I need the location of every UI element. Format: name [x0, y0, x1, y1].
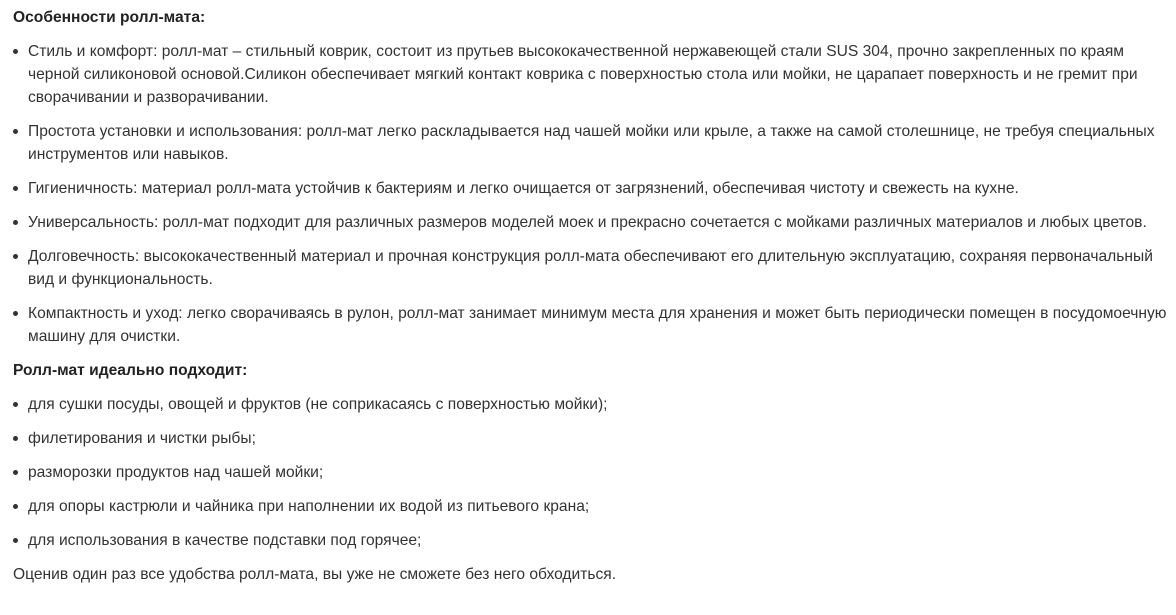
- bullet-icon: [13, 129, 18, 134]
- features-heading: Особенности ролл-мата:: [13, 9, 206, 26]
- list-item-text: филетирования и чистки рыбы;: [28, 430, 256, 447]
- features-list: [13, 40, 1176, 348]
- list-item: [13, 461, 1173, 484]
- list-item-text: разморозки продуктов над чашей мойки;: [28, 464, 324, 481]
- list-item-text: Компактность и уход: легко сворачиваясь в рулон, ролл-мат занимает минимум места для хранения и может быть периодически помещен в посудомоечную машину для очистки.: [28, 305, 1167, 345]
- bullet-icon: [13, 254, 18, 259]
- list-item: [13, 177, 1173, 200]
- bullet-icon: [13, 538, 18, 543]
- list-item: [13, 40, 1173, 109]
- list-item-text: Универсальность: ролл-мат подходит для различных размеров моделей моек и прекрасно сочетается с мойками различных материалов и любых цветов.: [28, 214, 1147, 231]
- closing-paragraph: Оценив один раз все удобства ролл-мата, вы уже не сможете без него обходиться.: [13, 566, 617, 583]
- list-item: [13, 120, 1173, 166]
- list-item: [13, 211, 1173, 234]
- list-item-text: для опоры кастрюли и чайника при наполнении их водой из питьевого крана;: [28, 498, 590, 515]
- list-item: [13, 245, 1173, 291]
- list-item-text: Гигиеничность: материал ролл-мата устойчив к бактериям и легко очищается от загрязнений, обеспечивая чистоту и свежесть на кухне.: [28, 180, 1019, 197]
- uses-list: [13, 393, 1176, 552]
- list-item-text: для использования в качестве подставки под горячее;: [28, 532, 422, 549]
- bullet-icon: [13, 504, 18, 509]
- list-item-text: для сушки посуды, овощей и фруктов (не соприкасаясь с поверхностью мойки);: [28, 396, 608, 413]
- bullet-icon: [13, 220, 18, 225]
- bullet-icon: [13, 470, 18, 475]
- uses-heading: Ролл-мат идеально подходит:: [13, 362, 248, 379]
- bullet-icon: [13, 402, 18, 407]
- list-item-text: Простота установки и использования: ролл-мат легко раскладывается над чашей мойки или крыле, а также на самой столешнице, не требуя специальных инструментов или навыков.: [28, 123, 1155, 163]
- list-item-text: Долговечность: высококачественный материал и прочная конструкция ролл-мата обеспечивают его длительную эксплуатацию, сохраняя первоначальный вид и функциональность.: [28, 248, 1153, 288]
- list-item: [13, 495, 1173, 518]
- list-item: [13, 302, 1173, 348]
- bullet-icon: [13, 186, 18, 191]
- list-item-text: Стиль и комфорт: ролл-мат – стильный коврик, состоит из прутьев высококачественной нержавеющей стали SUS 304, прочно закрепленных по краям черной силиконовой основой.Силикон обеспечивает мягкий контакт коврика с поверхностью стола или мойки, не царапает поверхность и не гремит при сворачивании и разворачивании.: [28, 43, 1138, 106]
- bullet-icon: [13, 311, 18, 316]
- list-item: [13, 529, 1173, 552]
- bullet-icon: [13, 49, 18, 54]
- list-item: [13, 393, 1173, 416]
- bullet-icon: [13, 436, 18, 441]
- list-item: [13, 427, 1173, 450]
